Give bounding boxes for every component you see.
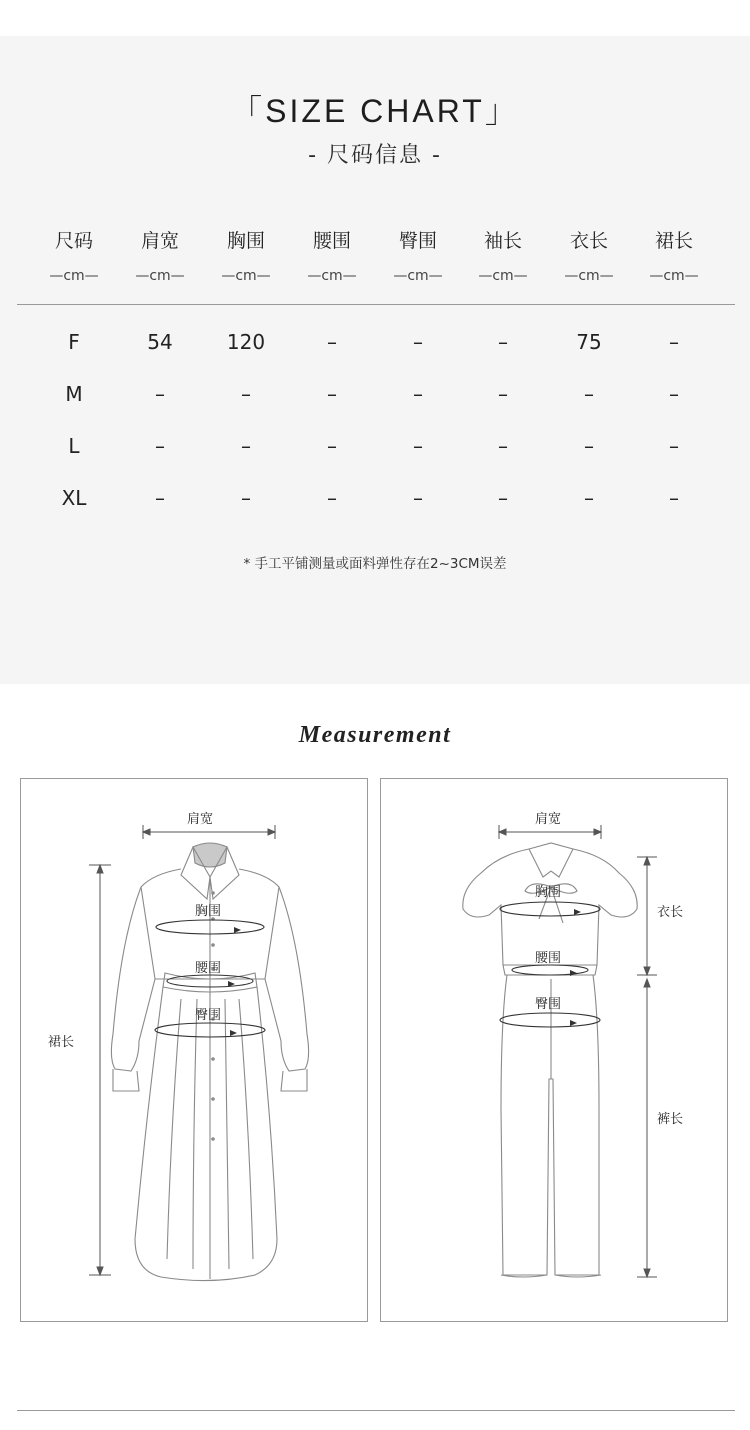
table-cell: –	[669, 382, 679, 406]
label-top-length: 衣长	[657, 905, 684, 920]
table-cell: XL	[61, 486, 87, 510]
col-header-size: 尺码	[54, 230, 93, 252]
col-header-chest: 胸围	[226, 230, 265, 252]
size-chart-subtitle: - 尺码信息 -	[308, 143, 442, 168]
table-cell: –	[241, 382, 251, 406]
table-cell: –	[498, 330, 508, 354]
col-unit: —cm—	[221, 268, 271, 284]
table-cell: –	[155, 486, 165, 510]
table-cell: F	[68, 330, 80, 354]
table-cell: –	[413, 486, 423, 510]
table-cell: –	[413, 434, 423, 458]
label-chest: 胸围	[535, 885, 562, 900]
set-illustration	[381, 779, 729, 1323]
size-chart-section	[0, 36, 750, 684]
table-cell: –	[327, 330, 337, 354]
table-cell: L	[68, 434, 80, 458]
col-header-waist: 腰围	[312, 230, 351, 252]
table-cell: –	[498, 382, 508, 406]
col-unit: —cm—	[135, 268, 185, 284]
table-cell: –	[241, 434, 251, 458]
label-hip: 臀围	[535, 997, 562, 1012]
table-cell: –	[498, 434, 508, 458]
col-header-hip: 臀围	[398, 230, 437, 252]
dress-illustration	[21, 779, 369, 1323]
col-unit: —cm—	[49, 268, 99, 284]
dress-measurement-panel	[20, 778, 368, 1322]
table-cell: –	[413, 382, 423, 406]
col-header-skirt-length: 裙长	[654, 230, 693, 252]
table-cell: –	[155, 382, 165, 406]
measurement-note: * 手工平铺测量或面料弹性存在2~3CM误差	[243, 556, 507, 572]
col-header-sleeve: 袖长	[483, 230, 522, 252]
table-cell: –	[669, 330, 679, 354]
col-unit: —cm—	[393, 268, 443, 284]
label-waist: 腰围	[535, 951, 562, 966]
table-cell: –	[669, 434, 679, 458]
table-cell: –	[327, 486, 337, 510]
col-unit: —cm—	[478, 268, 528, 284]
table-cell: –	[584, 486, 594, 510]
col-unit: —cm—	[649, 268, 699, 284]
label-pants-length: 裤长	[657, 1112, 684, 1127]
table-divider	[17, 304, 735, 305]
label-skirt-length: 裙长	[48, 1035, 75, 1050]
table-cell: 54	[147, 330, 173, 354]
table-cell: –	[584, 382, 594, 406]
label-waist: 腰围	[195, 961, 222, 976]
set-measurement-panel	[380, 778, 728, 1322]
bottom-divider	[17, 1410, 735, 1411]
label-chest: 胸围	[195, 904, 222, 919]
col-unit: —cm—	[564, 268, 614, 284]
label-shoulder: 肩宽	[187, 812, 214, 827]
table-cell: –	[584, 434, 594, 458]
table-cell: –	[327, 434, 337, 458]
col-header-shoulder: 肩宽	[140, 230, 179, 252]
table-cell: –	[669, 486, 679, 510]
table-cell: –	[155, 434, 165, 458]
size-chart-title: 「SIZE CHART」	[230, 93, 520, 129]
table-cell: –	[241, 486, 251, 510]
col-unit: —cm—	[307, 268, 357, 284]
measurement-title: Measurement	[298, 722, 452, 748]
table-cell: –	[327, 382, 337, 406]
table-cell: M	[65, 382, 83, 406]
col-header-top-length: 衣长	[569, 230, 608, 252]
label-shoulder: 肩宽	[535, 812, 562, 827]
table-cell: –	[413, 330, 423, 354]
label-hip: 臀围	[195, 1008, 222, 1023]
table-cell: 75	[576, 330, 602, 354]
table-cell: 120	[226, 330, 266, 354]
table-cell: –	[498, 486, 508, 510]
